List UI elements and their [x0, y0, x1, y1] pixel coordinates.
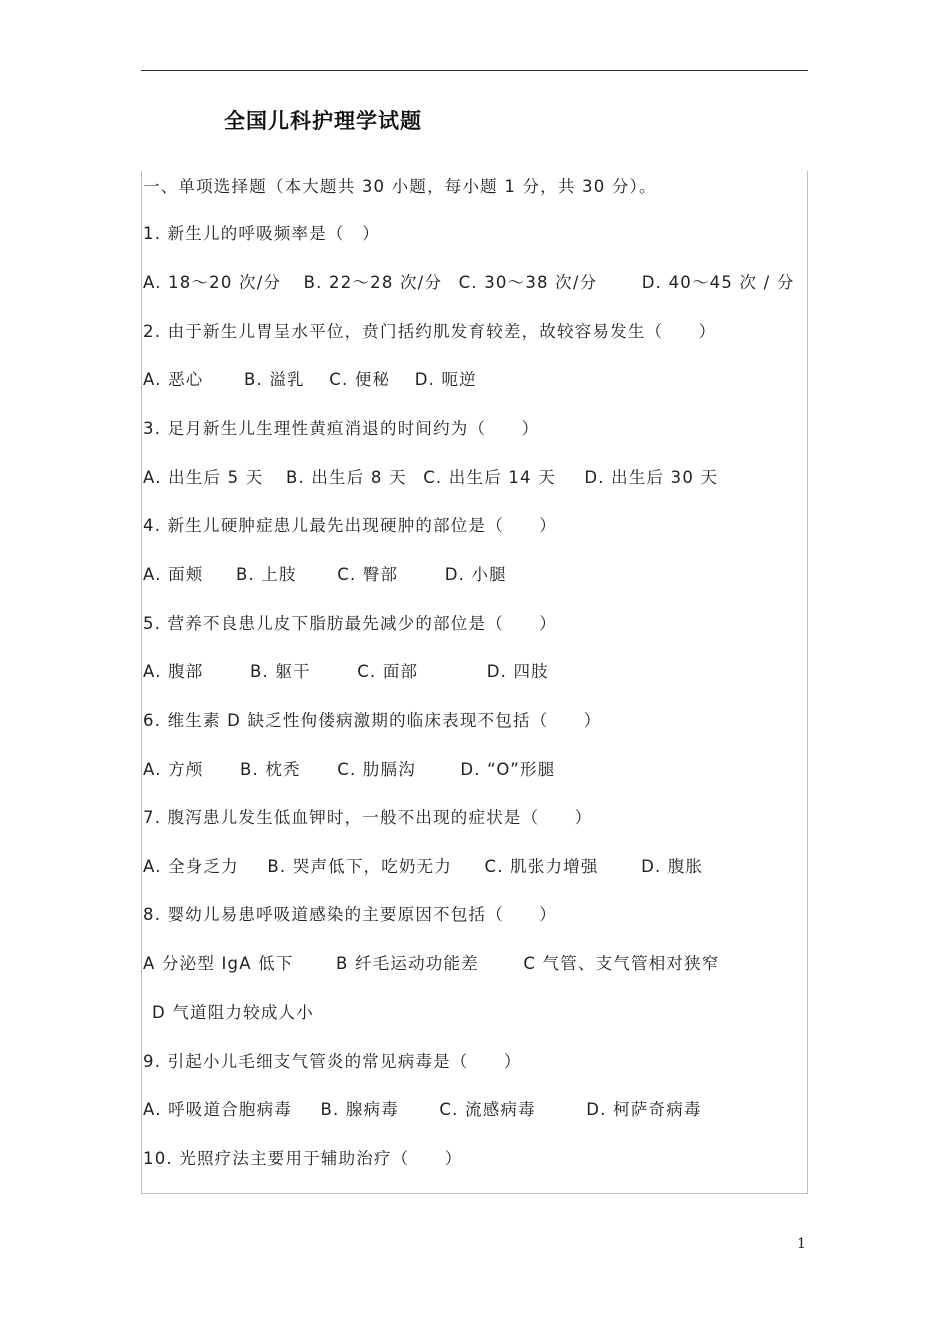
- question-8-option-a: A 分泌型 IgA 低下: [143, 954, 294, 973]
- question-3-stem: 3. 足月新生儿生理性黄疸消退的时间约为（ ）: [143, 419, 540, 438]
- question-2-option-d: D. 呃逆: [414, 370, 477, 389]
- question-5-stem: 5. 营养不良患儿皮下脂肪最先减少的部位是（ ）: [143, 614, 557, 633]
- question-4-options: [143, 563, 507, 587]
- question-2-option-a: A. 恶心: [143, 370, 204, 389]
- question-7-option-a: A. 全身乏力: [143, 857, 239, 876]
- question-4-stem: 4. 新生儿硬肿症患儿最先出现硬肿的部位是（ ）: [143, 516, 557, 535]
- question-3-option-d: D. 出生后 30 天: [584, 468, 719, 487]
- question-7-stem: 7. 腹泻患儿发生低血钾时，一般不出现的症状是（ ）: [143, 808, 593, 827]
- question-9-option-a: A. 呼吸道合胞病毒: [143, 1100, 292, 1119]
- question-1-option-a: A. 18～20 次/分: [143, 273, 282, 292]
- page-number: 1: [797, 1236, 806, 1252]
- question-8-stem: 8. 婴幼儿易患呼吸道感染的主要原因不包括（ ）: [143, 905, 557, 924]
- question-5-options: [143, 660, 549, 684]
- section-heading: 一、单项选择题（本大题共 30 小题，每小题 1 分，共 30 分）。: [143, 177, 657, 196]
- question-3-option-a: A. 出生后 5 天: [143, 468, 264, 487]
- question-6-option-d: D. “O”形腿: [460, 760, 556, 779]
- document-title: 全国儿科护理学试题: [224, 109, 422, 133]
- question-8-option-b: B 纤毛运动功能差: [336, 954, 479, 973]
- question-7-option-b: B. 哭声低下，吃奶无力: [267, 857, 453, 876]
- question-3-option-c: C. 出生后 14 天: [423, 468, 556, 487]
- question-8-option-c: C 气管、支气管相对狭窄: [523, 954, 720, 973]
- question-10-stem: 10. 光照疗法主要用于辅助治疗（ ）: [143, 1149, 463, 1168]
- question-3-option-b: B. 出生后 8 天: [285, 468, 407, 487]
- question-7-option-c: C. 肌张力增强: [484, 857, 599, 876]
- question-3-options: [143, 466, 718, 490]
- question-9-option-d: D. 柯萨奇病毒: [586, 1100, 702, 1119]
- question-9-option-b: B. 腺病毒: [320, 1100, 399, 1119]
- question-6-option-c: C. 肋膈沟: [337, 760, 416, 779]
- question-2-option-c: C. 便秘: [329, 370, 391, 389]
- question-2-options: [143, 368, 477, 392]
- question-1-options: [143, 271, 795, 295]
- question-1-option-d: D. 40～45 次 / 分: [641, 273, 795, 292]
- question-6-options: [143, 758, 555, 782]
- question-8-options: [143, 952, 720, 976]
- header-rule: [141, 70, 808, 71]
- question-5-option-c: C. 面部: [357, 662, 419, 681]
- question-1-option-b: B. 22～28 次/分: [303, 273, 443, 292]
- question-4-option-c: C. 臀部: [337, 565, 399, 584]
- question-6-stem: 6. 维生素 D 缺乏性佝偻病激期的临床表现不包括（ ）: [143, 711, 602, 730]
- question-9-options: [143, 1098, 702, 1122]
- question-4-option-d: D. 小腿: [444, 565, 507, 584]
- question-6-option-b: B. 枕秃: [239, 760, 301, 779]
- question-5-option-b: B. 躯干: [249, 662, 311, 681]
- question-1-stem: 1. 新生儿的呼吸频率是（ ）: [143, 224, 380, 243]
- question-2-option-b: B. 溢乳: [243, 370, 305, 389]
- question-5-option-d: D. 四肢: [486, 662, 549, 681]
- question-5-option-a: A. 腹部: [143, 662, 204, 681]
- question-6-option-a: A. 方颅: [143, 760, 204, 779]
- question-2-stem: 2. 由于新生儿胃呈水平位，贲门括约肌发育较差，故较容易发生（ ）: [143, 322, 717, 341]
- question-4-option-b: B. 上肢: [235, 565, 297, 584]
- question-7-option-d: D. 腹胀: [641, 857, 704, 876]
- question-4-option-a: A. 面颊: [143, 565, 204, 584]
- question-7-options: [143, 855, 703, 879]
- question-9-stem: 9. 引起小儿毛细支气管炎的常见病毒是（ ）: [143, 1052, 522, 1071]
- question-8-option-d: D 气道阻力较成人小: [152, 1003, 314, 1022]
- question-1-option-c: C. 30～38 次/分: [458, 273, 598, 292]
- question-9-option-c: C. 流感病毒: [439, 1100, 536, 1119]
